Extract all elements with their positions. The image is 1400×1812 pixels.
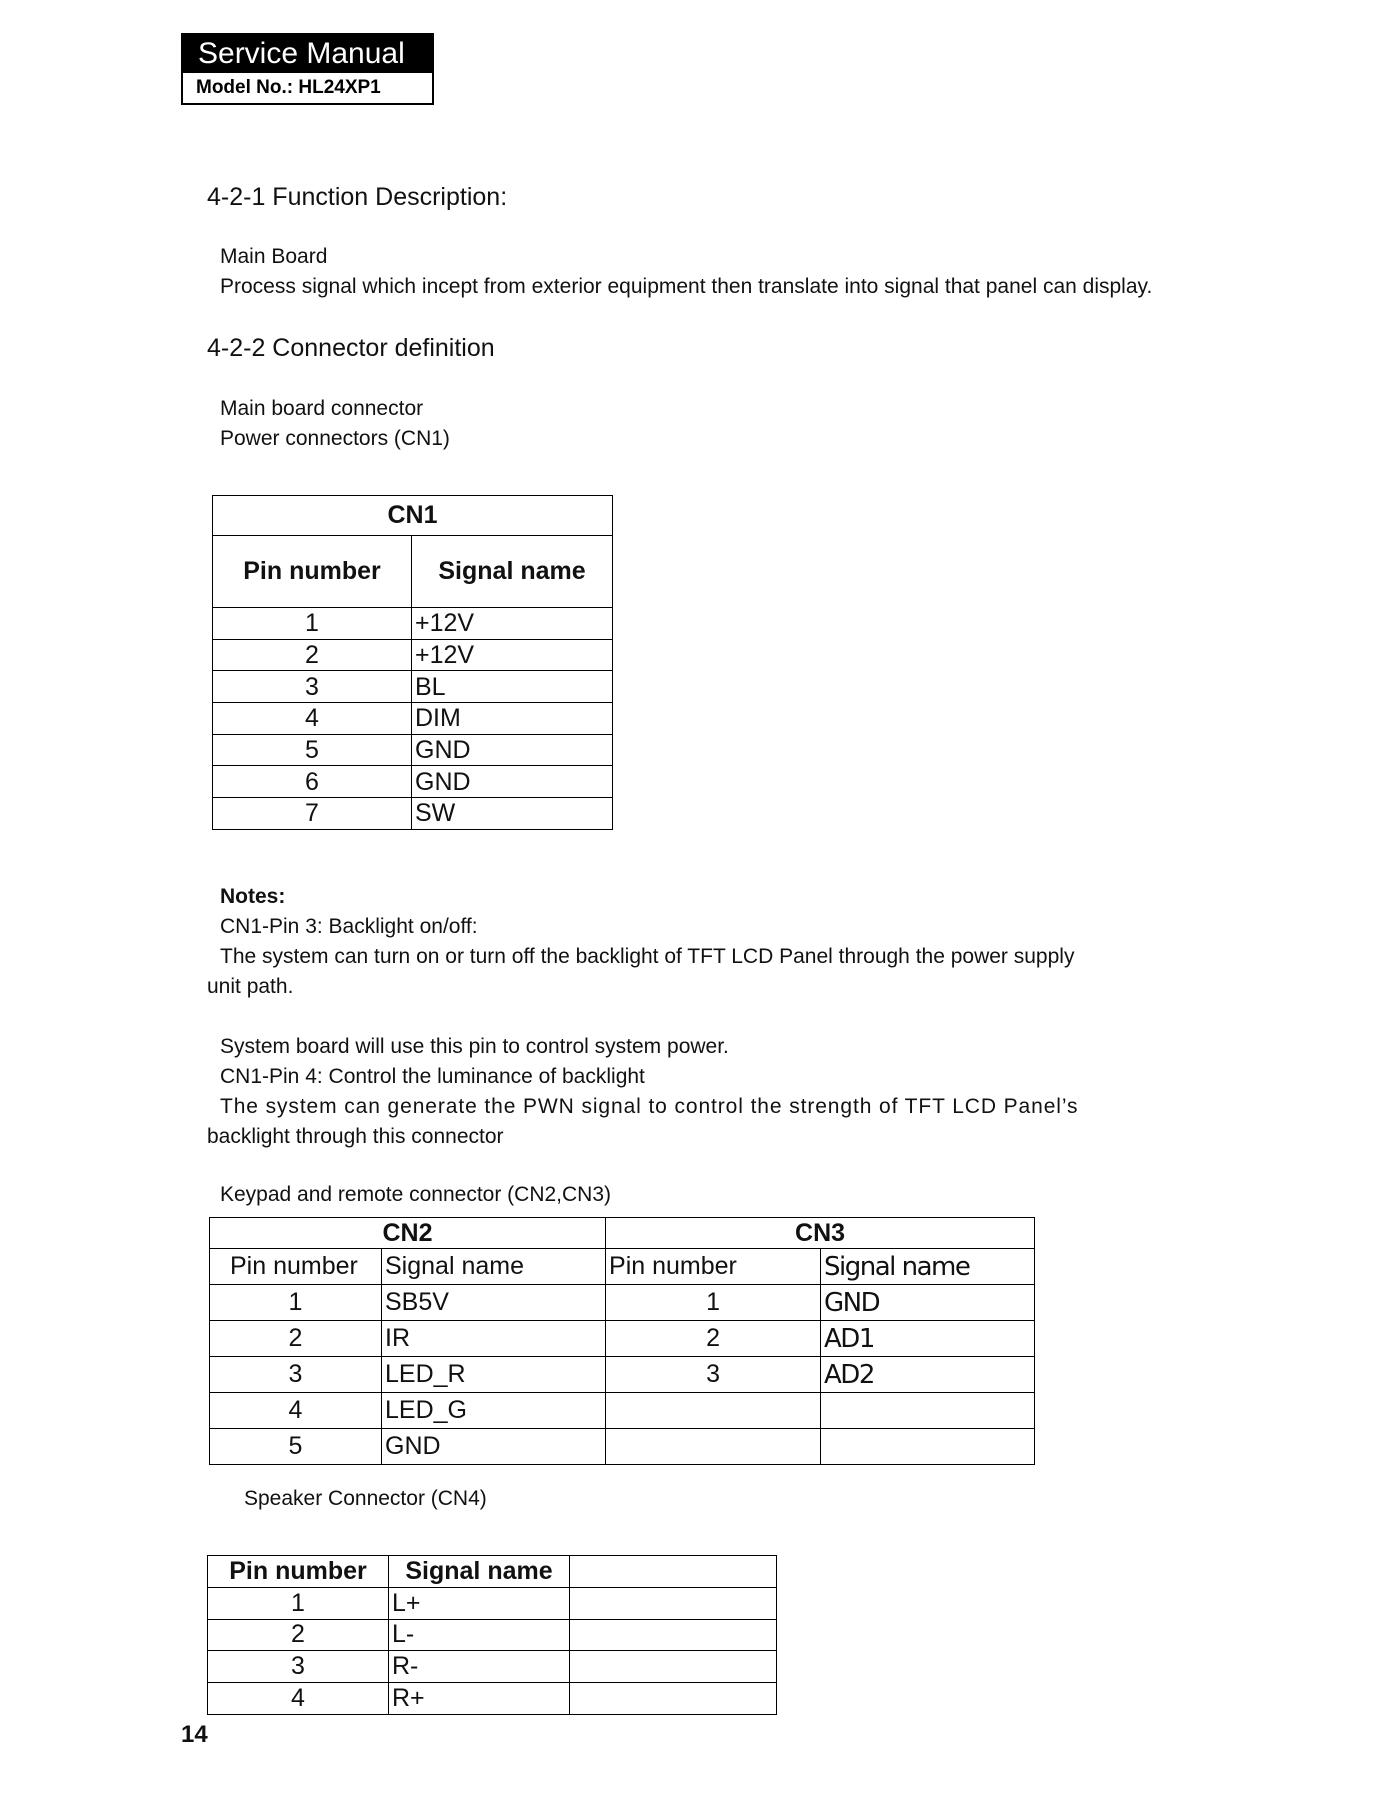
pin-cell: 2: [208, 1619, 389, 1651]
empty-cell: [606, 1393, 821, 1429]
main-board-label: Main Board: [220, 245, 328, 268]
cn3-pin-header: Pin number: [606, 1249, 821, 1285]
empty-cell: [821, 1429, 1035, 1465]
page-number: 14: [181, 1721, 208, 1748]
signal-cell: BL: [412, 671, 613, 703]
signal-cell: GND: [412, 734, 613, 766]
cn1-title: CN1: [213, 496, 613, 536]
pin-cell: 1: [606, 1285, 821, 1321]
signal-cell: SW: [412, 798, 613, 830]
table-row: [210, 1285, 1035, 1321]
table-row: [208, 1619, 777, 1651]
signal-cell: LED_G: [382, 1393, 606, 1429]
table-row: [213, 639, 613, 671]
cn2-cn3-table: [209, 1217, 1035, 1465]
pin-cell: 1: [213, 608, 412, 640]
pin-cell: 3: [213, 671, 412, 703]
notes-line: The system can turn on or turn off the backlight of TFT LCD Panel through the power supply: [220, 945, 1075, 968]
signal-cell: SB5V: [382, 1285, 606, 1321]
pin-cell: 4: [213, 703, 412, 735]
pin-cell: 1: [208, 1587, 389, 1619]
notes-line: CN1-Pin 4: Control the luminance of backlight: [220, 1065, 645, 1088]
pin-cell: 1: [210, 1285, 382, 1321]
cn2-title: CN2: [210, 1218, 606, 1249]
empty-cell: [570, 1651, 777, 1683]
pin-cell: 5: [213, 734, 412, 766]
manual-title: Service Manual: [183, 35, 432, 73]
main-board-connector-label: Main board connector: [220, 397, 424, 420]
cn4-table: [207, 1555, 777, 1715]
cn2-pin-header: Pin number: [210, 1249, 382, 1285]
notes-line: unit path.: [207, 975, 294, 998]
table-row: [213, 766, 613, 798]
pin-cell: 6: [213, 766, 412, 798]
signal-cell: LED_R: [382, 1357, 606, 1393]
power-connectors-label: Power connectors (CN1): [220, 427, 450, 450]
signal-cell: AD2: [821, 1357, 1035, 1393]
notes-title: Notes:: [220, 885, 286, 908]
manual-header-badge: [181, 33, 434, 105]
table-row: [208, 1683, 777, 1715]
pin-cell: 3: [208, 1651, 389, 1683]
signal-cell: GND: [821, 1285, 1035, 1321]
signal-cell: IR: [382, 1321, 606, 1357]
cn1-table: [212, 495, 613, 830]
pin-cell: 2: [210, 1321, 382, 1357]
signal-cell: AD1: [821, 1321, 1035, 1357]
pin-cell: 2: [213, 639, 412, 671]
notes-line: System board will use this pin to control system power.: [220, 1035, 729, 1058]
cn4-pin-header: Pin number: [208, 1556, 389, 1588]
table-row: [210, 1429, 1035, 1465]
table-row: [213, 734, 613, 766]
signal-cell: L-: [389, 1619, 570, 1651]
signal-cell: GND: [382, 1429, 606, 1465]
cn3-title: CN3: [606, 1218, 1035, 1249]
notes-line: CN1-Pin 3: Backlight on/off:: [220, 915, 478, 938]
table-row: [213, 671, 613, 703]
table-row: [210, 1357, 1035, 1393]
table-row: [210, 1393, 1035, 1429]
speaker-connector-label: Speaker Connector (CN4): [244, 1487, 487, 1510]
empty-cell: [570, 1556, 777, 1588]
main-board-description: Process signal which incept from exterior equipment then translate into signal that panel can display.: [220, 275, 1153, 298]
cn3-signal-header: Signal name: [821, 1249, 1035, 1285]
model-number: Model No.: HL24XP1: [196, 77, 381, 98]
pin-cell: 3: [210, 1357, 382, 1393]
signal-cell: +12V: [412, 608, 613, 640]
section-heading-connector: 4-2-2 Connector definition: [207, 334, 495, 362]
section-heading-function: 4-2-1 Function Description:: [207, 183, 508, 211]
table-row: [208, 1651, 777, 1683]
signal-cell: R+: [389, 1683, 570, 1715]
notes-line: The system can generate the PWN signal to control the strength of TFT LCD Panel’s: [220, 1095, 1079, 1118]
signal-cell: GND: [412, 766, 613, 798]
empty-cell: [570, 1587, 777, 1619]
cn2-signal-header: Signal name: [382, 1249, 606, 1285]
pin-cell: 4: [208, 1683, 389, 1715]
pin-cell: 4: [210, 1393, 382, 1429]
signal-cell: L+: [389, 1587, 570, 1619]
table-row: [213, 703, 613, 735]
empty-cell: [821, 1393, 1035, 1429]
pin-cell: 3: [606, 1357, 821, 1393]
table-row: [210, 1321, 1035, 1357]
table-row: [213, 608, 613, 640]
signal-cell: +12V: [412, 639, 613, 671]
keypad-connector-label: Keypad and remote connector (CN2,CN3): [220, 1183, 612, 1206]
pin-cell: 7: [213, 798, 412, 830]
cn1-pin-header: Pin number: [213, 536, 412, 608]
table-row: [208, 1587, 777, 1619]
empty-cell: [570, 1683, 777, 1715]
empty-cell: [570, 1619, 777, 1651]
empty-cell: [606, 1429, 821, 1465]
table-row: [213, 798, 613, 830]
cn4-signal-header: Signal name: [389, 1556, 570, 1588]
signal-cell: DIM: [412, 703, 613, 735]
pin-cell: 2: [606, 1321, 821, 1357]
notes-line: backlight through this connector: [207, 1125, 504, 1148]
pin-cell: 5: [210, 1429, 382, 1465]
cn1-signal-header: Signal name: [412, 536, 613, 608]
signal-cell: R-: [389, 1651, 570, 1683]
